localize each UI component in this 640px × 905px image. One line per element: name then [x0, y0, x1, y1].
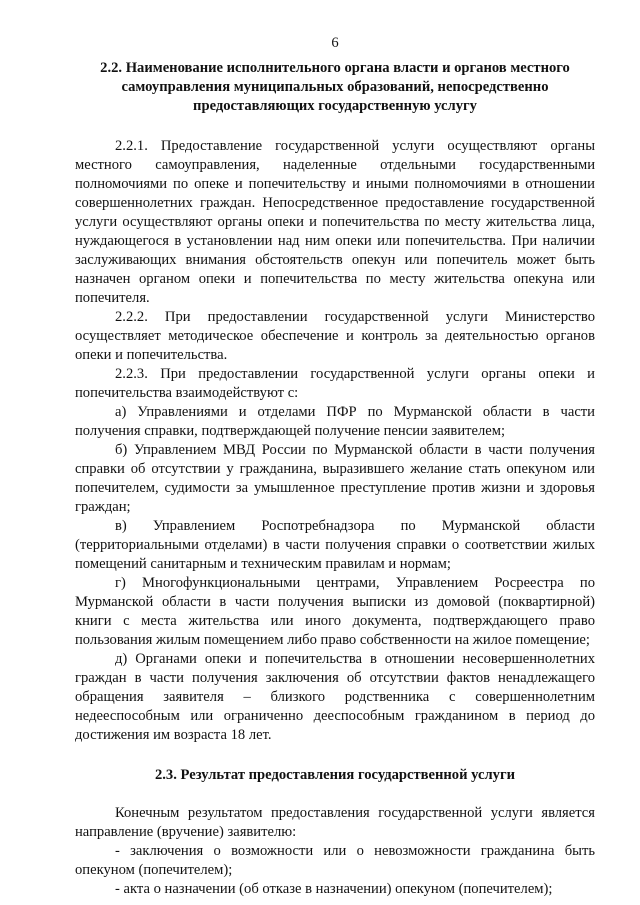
section-2-2-heading: 2.2. Наименование исполнительного органа власти и органов местного самоуправления муниципальных образований, непосредственно предоставляющих государственную услугу: [100, 60, 570, 114]
section-2-2-body: [75, 137, 595, 745]
document-page: [75, 34, 595, 899]
list-item-g: г) Многофункциональными центрами, Управлением Росреестра по Мурманской области в части получения выписки из домовой (поквартирной) книги с места жительства или иного документа, подтверждающего право пользования жилым помещением либо право собственности на жилое помещение;: [75, 575, 595, 648]
paragraph-2-2-3: 2.2.3. При предоставлении государственной услуги органы опеки и попечительства взаимодействуют с:: [75, 366, 595, 401]
list-item-a: а) Управлениями и отделами ПФР по Мурманской области в части получения справки, подтверждающей получение пенсии заявителем;: [75, 404, 595, 439]
list-item-d: д) Органами опеки и попечительства в отношении несовершеннолетних граждан в части получения заключения об отсутствии фактов ненадлежащего обращения заявителя – близкого родственника с совершеннолетним недееспособным или ограниченно дееспособным гражданином в период до достижения им возраста 18 лет.: [75, 651, 595, 743]
section-2-3-heading: 2.3. Результат предоставления государственной услуги: [154, 767, 516, 783]
result-item-conclusion: - заключения о возможности или о невозможности гражданина быть опекуном (попечителем);: [75, 843, 595, 878]
paragraph-2-2-2: 2.2.2. При предоставлении государственной услуги Министерство осуществляет методическое обеспечение и контроль за деятельностью органов опеки и попечительства.: [75, 309, 595, 363]
list-item-b: б) Управлением МВД России по Мурманской области в части получения справки об отсутствии у гражданина, выразившего желание стать опекуном или попечителем, судимости за умышленное преступление против жизни и здоровья граждан;: [75, 442, 595, 515]
section-2-3-body: [75, 804, 595, 899]
list-item-v: в) Управлением Роспотребнадзора по Мурманской области (территориальными отделами) в части получения справки о соответствии жилых помещений санитарным и техническим правилам и нормам;: [75, 518, 595, 572]
page-number: 6: [331, 35, 339, 51]
paragraph-result-intro: Конечным результатом предоставления государственной услуги является направление (вручение) заявителю:: [75, 805, 595, 840]
result-item-act: - акта о назначении (об отказе в назначении) опекуном (попечителем);: [115, 881, 553, 897]
paragraph-2-2-1: 2.2.1. Предоставление государственной услуги осуществляют органы местного самоуправления, наделенные отдельными государственными полномочиями по опеке и попечительству и иными полномочиями в отношении совершеннолетних граждан. Непосредственное предоставление государственной услуги осуществляют органы опеки и попечительства по месту жительства лица, нуждающегося в установлении над ним опеки или попечительства. При наличии заслуживающих внимания обстоятельств опекун или попечитель может быть назначен органом опеки и попечительства по месту жительства опекуна или попечителя.: [75, 138, 595, 306]
